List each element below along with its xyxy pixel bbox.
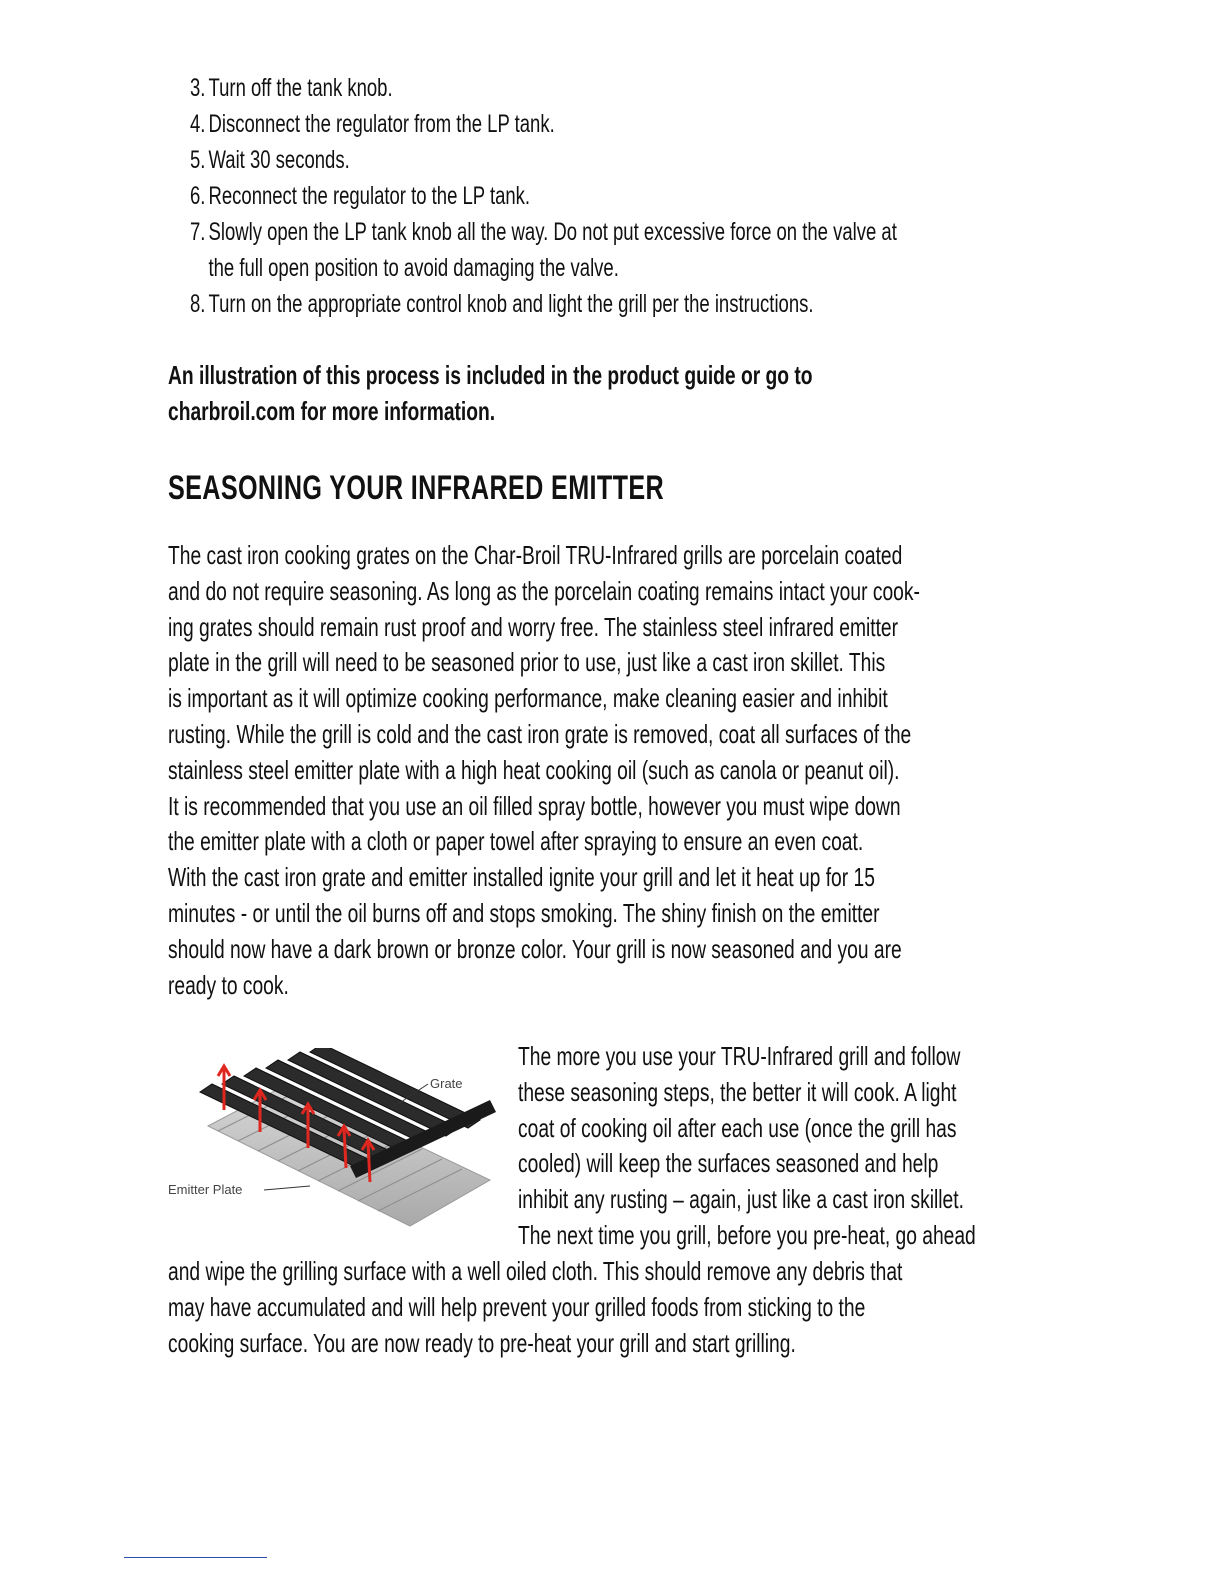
emitter-label-line [264,1186,310,1190]
seasoning-paragraph [168,538,1184,1003]
paragraph-line: inhibit any rusting – again, just like a cast iron skillet. [518,1184,964,1215]
paragraph-line: With the cast iron grate and emitter installed ignite your grill and let it heat up for 15 [168,862,875,893]
paragraph-line: rusting. While the grill is cold and the cast iron grate is removed, coat all surfaces of the [168,718,912,749]
grate-emitter-illustration [160,1048,505,1230]
step-text: Reconnect the regulator to the LP tank. [208,182,531,210]
step-text: Turn on the appropriate control knob and light the grill per the instructions. [208,290,814,318]
emitter-plate-label: Emitter Plate [168,1182,243,1197]
footnote-rule [124,1557,267,1558]
illustration-note [168,357,1039,429]
paragraph-line: these seasoning steps, the better it will cook. A light [518,1076,957,1107]
paragraph-line: cooled) will keep the surfaces seasoned and help [518,1148,939,1179]
step-number: 7. [190,218,206,246]
paragraph-line: It is recommended that you use an oil filled spray bottle, however you must wipe down [168,790,901,821]
paragraph-line: coat of cooking oil after each use (once the grill has [518,1112,957,1143]
step-text: Turn off the tank knob. [208,74,393,102]
step-text: Wait 30 seconds. [208,146,350,174]
step-item [190,106,1145,142]
paragraph-line: The cast iron cooking grates on the Char-Broil TRU-Infrared grills are porcelain coated [168,540,903,570]
paragraph-line: is important as it will optimize cooking performance, make cleaning easier and inhibit [168,683,888,714]
paragraph-line: The more you use your TRU-Infrared grill and follow [518,1041,961,1071]
paragraph-line: may have accumulated and will help prevent your grilled foods from sticking to the [168,1291,866,1322]
paragraph-line: cooking surface. You are now ready to pre-heat your grill and start grilling. [168,1327,796,1358]
step-number: 8. [190,290,206,318]
step-item [190,142,1145,178]
note-line: charbroil.com for more information. [168,396,496,426]
side-paragraph [518,1039,1137,1254]
step-number: 5. [190,146,206,174]
paragraph-line: the emitter plate with a cloth or paper towel after spraying to ensure an even coat. [168,826,864,857]
paragraph-line: The next time you grill, before you pre-heat, go ahead [518,1219,976,1250]
step-item [190,286,1145,322]
closing-paragraph [168,1254,1160,1361]
paragraph-line: plate in the grill will need to be seasoned prior to use, just like a cast iron skillet. This [168,647,886,678]
paragraph-line: stainless steel emitter plate with a high heat cooking oil (such as canola or peanut oil). [168,754,900,785]
paragraph-line: minutes - or until the oil burns off and stops smoking. The shiny finish on the emitter [168,897,880,928]
note-line: An illustration of this process is included in the product guide or go to [168,360,813,390]
paragraph-line: and wipe the grilling surface with a well oiled cloth. This should remove any debris that [168,1256,903,1286]
step-text: Slowly open the LP tank knob all the way. Do not put excessive force on the valve at [208,218,897,246]
step-number: 3. [190,74,206,102]
step-number: 6. [190,182,206,210]
step-text: Disconnect the regulator from the LP tank. [208,110,555,138]
grate-label: Grate [430,1076,463,1091]
paragraph-line: ing grates should remain rust proof and worry free. The stainless steel infrared emitter [168,611,899,642]
step-text-continued: the full open position to avoid damaging the valve. [208,254,619,282]
step-item [190,70,1145,106]
grate-bars [200,1048,480,1168]
paragraph-line: should now have a dark brown or bronze color. Your grill is now seasoned and you are [168,933,902,964]
section-title: SEASONING YOUR INFRARED EMITTER [168,469,665,507]
paragraph-line: ready to cook. [168,969,289,1000]
step-item [190,178,1145,214]
paragraph-line: and do not require seasoning. As long as the porcelain coating remains intact your cook- [168,575,920,606]
step-number: 4. [190,110,206,138]
instruction-steps [190,70,1145,322]
step-item [190,214,1145,286]
